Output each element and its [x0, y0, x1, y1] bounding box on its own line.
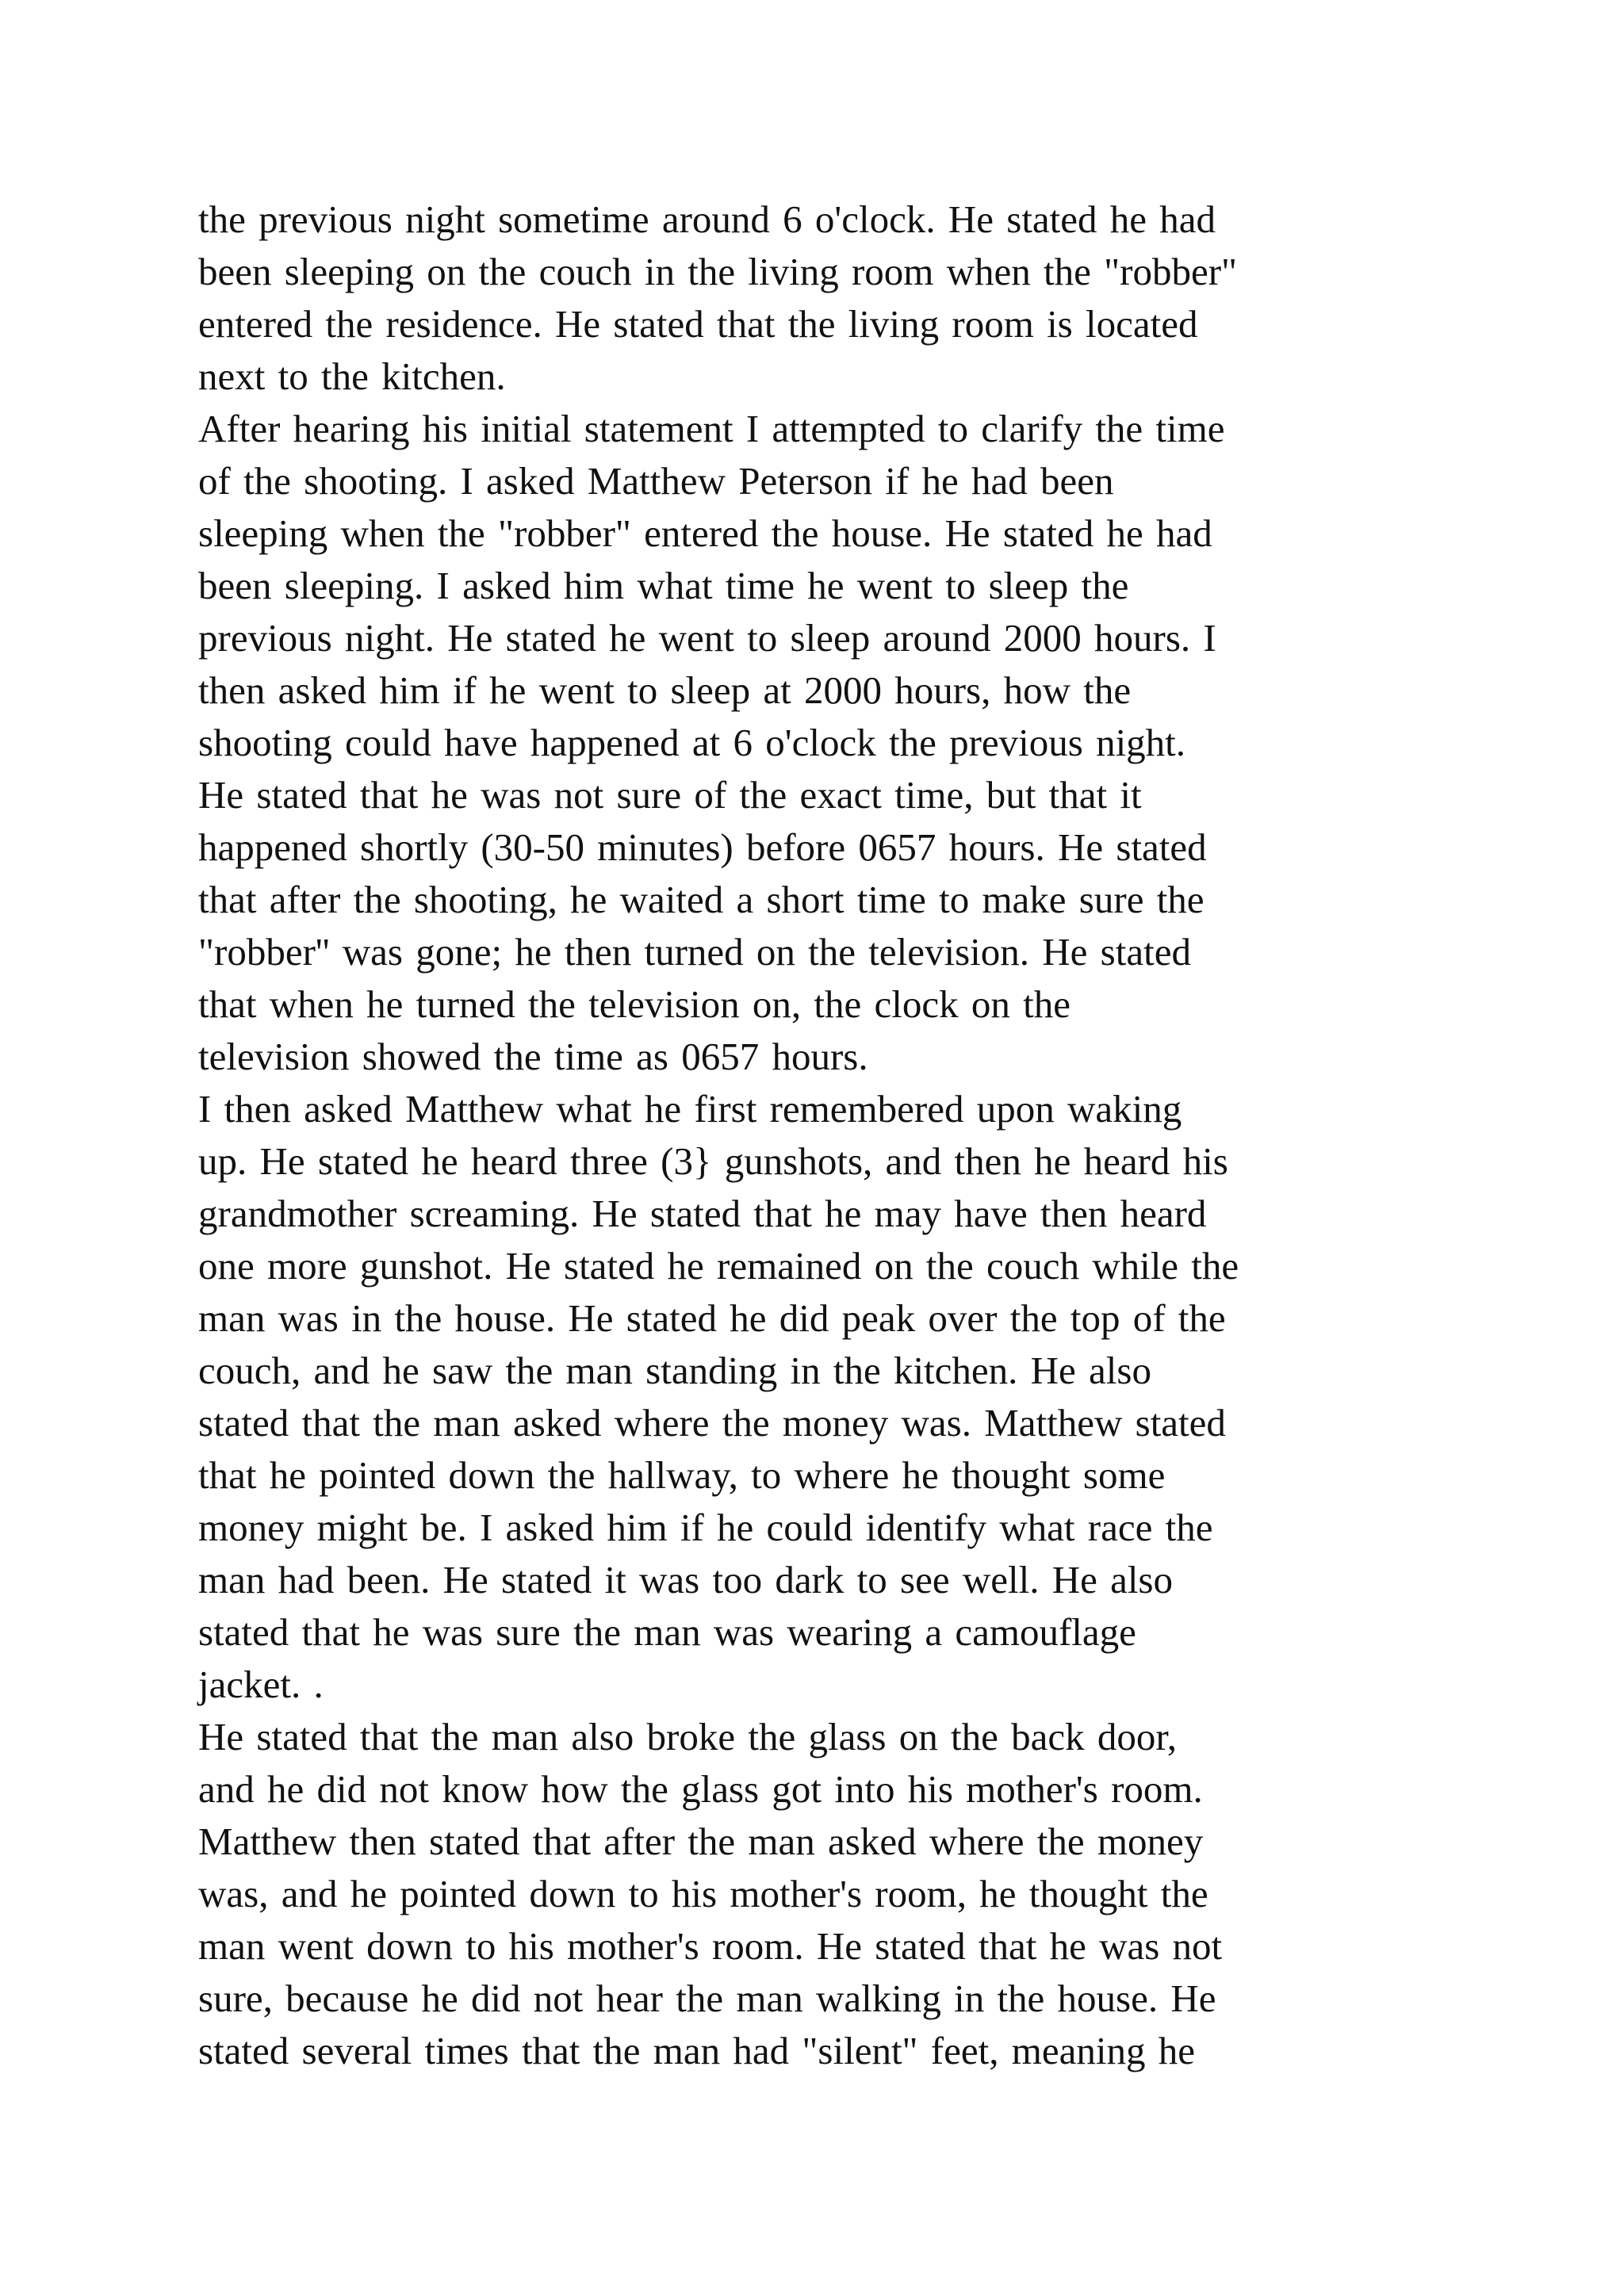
- text-line: was, and he pointed down to his mother's room, he thought the: [198, 1872, 1208, 1915]
- text-line: shooting could have happened at 6 o'clock the previous night.: [198, 721, 1186, 764]
- text-line: that he pointed down the hallway, to where he thought some: [198, 1453, 1166, 1497]
- text-line: up. He stated he heard three (3} gunshots, and then he heard his: [198, 1139, 1228, 1183]
- text-line: man had been. He stated it was too dark to see well. He also: [198, 1558, 1174, 1601]
- text-line: been sleeping. I asked him what time he went to sleep the: [198, 564, 1129, 607]
- text-line: that when he turned the television on, the clock on the: [198, 982, 1071, 1026]
- text-line: of the shooting. I asked Matthew Peterson if he had been: [198, 459, 1114, 503]
- text-line: one more gunshot. He stated he remained on the couch while the: [198, 1244, 1239, 1288]
- text-line: He stated that the man also broke the glass on the back door,: [198, 1715, 1177, 1758]
- body-text: [198, 193, 1483, 2077]
- text-line: "robber'' was gone; he then turned on the television. He stated: [198, 930, 1191, 974]
- text-line: previous night. He stated he went to sleep around 2000 hours. I: [198, 616, 1216, 660]
- text-line: that after the shooting, he waited a short time to make sure the: [198, 878, 1205, 921]
- text-line: next to the kitchen.: [198, 354, 506, 398]
- text-line: Matthew then stated that after the man asked where the money: [198, 1820, 1204, 1863]
- text-line: man went down to his mother's room. He stated that he was not: [198, 1924, 1223, 1968]
- text-line: After hearing his initial statement I attempted to clarify the time: [198, 407, 1225, 450]
- text-line: jacket. .: [198, 1663, 324, 1706]
- text-line: man was in the house. He stated he did peak over the top of the: [198, 1296, 1226, 1340]
- text-line: and he did not know how the glass got into his mother's room.: [198, 1767, 1203, 1811]
- text-line: money might be. I asked him if he could identify what race the: [198, 1506, 1213, 1549]
- text-line: couch, and he saw the man standing in the kitchen. He also: [198, 1349, 1151, 1392]
- text-line: I then asked Matthew what he first remembered upon waking: [198, 1087, 1182, 1131]
- text-line: grandmother screaming. He stated that he may have then heard: [198, 1192, 1207, 1235]
- text-line: television showed the time as 0657 hours.: [198, 1035, 868, 1078]
- text-line: sleeping when the "robber" entered the house. He stated he had: [198, 511, 1212, 555]
- text-line: stated that he was sure the man was wearing a camouflage: [198, 1610, 1136, 1654]
- text-line: been sleeping on the couch in the living room when the "robber": [198, 250, 1238, 293]
- text-line: He stated that he was not sure of the exact time, but that it: [198, 773, 1142, 817]
- text-line: stated several times that the man had "silent" feet, meaning he: [198, 2029, 1195, 2072]
- text-line: stated that the man asked where the money was. Matthew stated: [198, 1401, 1226, 1445]
- text-line: then asked him if he went to sleep at 2000 hours, how the: [198, 668, 1132, 712]
- text-line: the previous night sometime around 6 o'clock. He stated he had: [198, 197, 1216, 241]
- text-line: happened shortly (30-50 minutes) before 0657 hours. He stated: [198, 825, 1207, 869]
- text-line: entered the residence. He stated that the living room is located: [198, 302, 1198, 346]
- text-line: sure, because he did not hear the man walking in the house. He: [198, 1976, 1216, 2020]
